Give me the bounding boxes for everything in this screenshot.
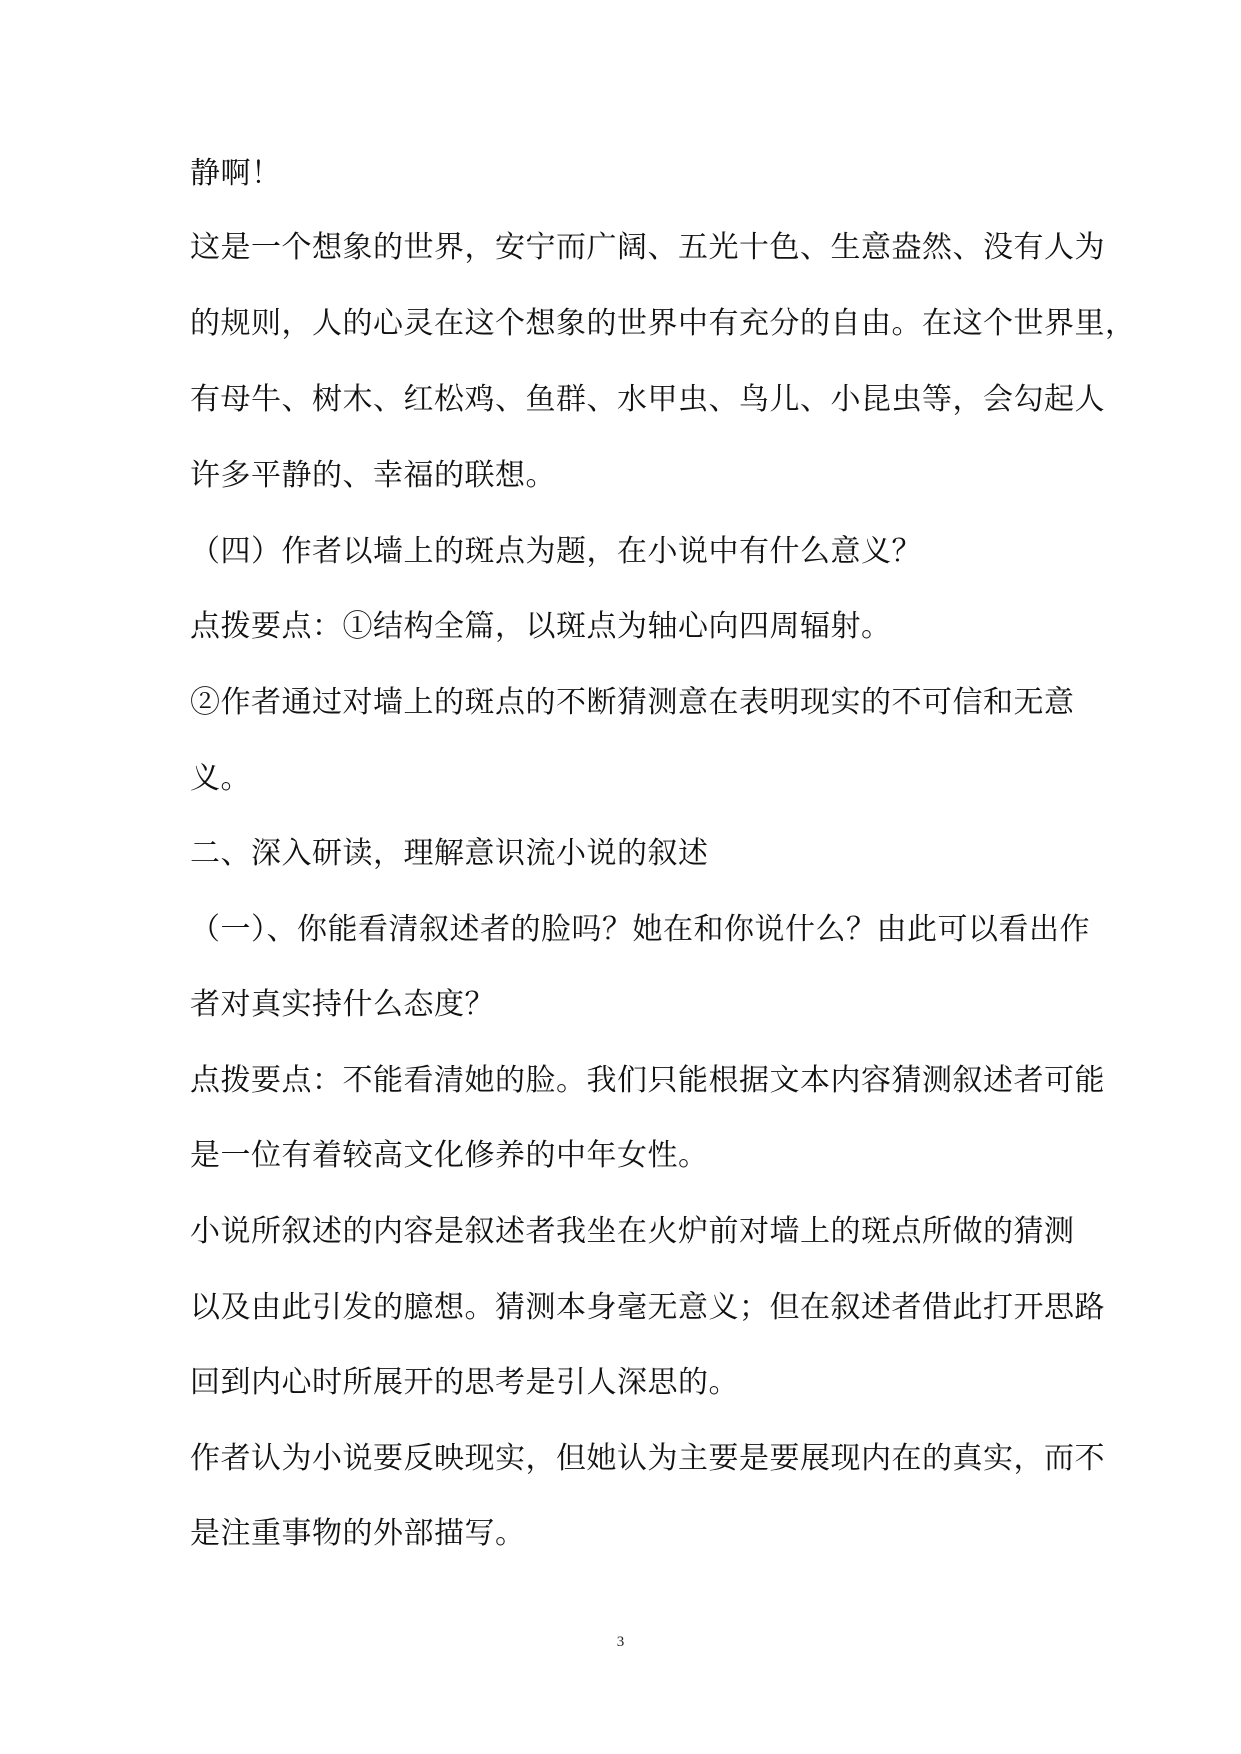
text-line-19: 是注重事物的外部描写。 [190, 1516, 526, 1551]
text-line-17: 回到内心时所展开的思考是引人深思的。 [190, 1365, 739, 1400]
hint-one: 点拨要点：①结构全篇，以斑点为轴心向四周辐射。 [190, 609, 892, 644]
text-line-15: 小说所叙述的内容是叙述者我坐在火炉前对墙上的斑点所做的猜测 [190, 1214, 1075, 1249]
text-line-5: 许多平静的、幸福的联想。 [190, 458, 556, 493]
text-line-16: 以及由此引发的臆想。猜测本身毫无意义；但在叙述者借此打开思路 [190, 1290, 1105, 1325]
text-line-14: 是一位有着较高文化修养的中年女性。 [190, 1138, 709, 1173]
text-line-1: 静啊！ [190, 156, 282, 191]
text-line-4: 有母牛、树木、红松鸡、鱼群、水甲虫、鸟儿、小昆虫等，会勾起人 [190, 382, 1105, 417]
text-line-9: 义。 [190, 761, 251, 796]
text-line-18: 作者认为小说要反映现实，但她认为主要是要展现内在的真实，而不 [190, 1441, 1105, 1476]
hint-two: ②作者通过对墙上的斑点的不断猜测意在表明现实的不可信和无意 [190, 685, 1075, 720]
question-four: （四）作者以墙上的斑点为题，在小说中有什么意义？ [190, 534, 922, 569]
page-number: 3 [616, 1634, 625, 1650]
section-heading-two: 二、深入研读，理解意识流小说的叙述 [190, 836, 709, 871]
text-line-2: 这是一个想象的世界，安宁而广阔、五光十色、生意盎然、没有人为 [190, 230, 1105, 265]
hint-text: 点拨要点：不能看清她的脸。我们只能根据文本内容猜测叙述者可能 [190, 1063, 1105, 1098]
text-line-12: 者对真实持什么态度？ [190, 987, 495, 1022]
text-line-3: 的规则，人的心灵在这个想象的世界中有充分的自由。在这个世界里， [190, 306, 1136, 341]
question-one: （一）、你能看清叙述者的脸吗？她在和你说什么？由此可以看出作 [190, 912, 1090, 947]
